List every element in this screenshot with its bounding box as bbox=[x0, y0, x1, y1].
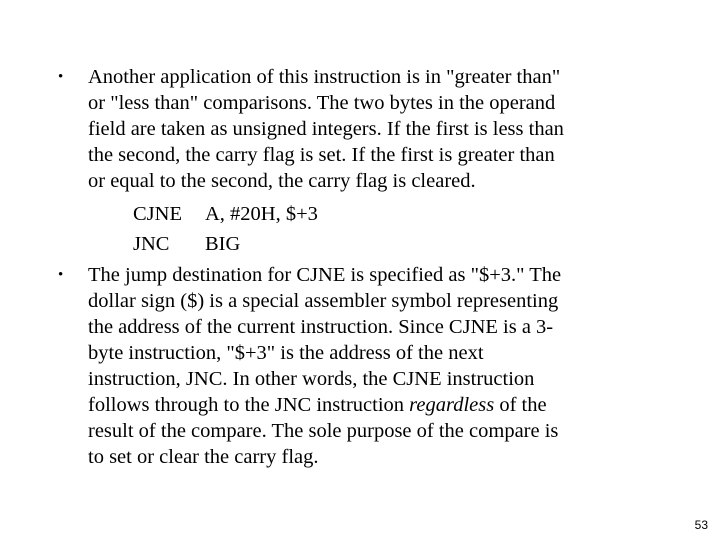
bullet-2-line-3: the address of the current instruction. Since CJNE is a 3- bbox=[88, 316, 554, 338]
bullet-2-line-1: The jump destination for CJNE is specified as "$+3." The bbox=[88, 264, 562, 286]
bullet-2-line-4: byte instruction, "$+3" is the address of the next bbox=[88, 342, 484, 364]
emphasis-regardless: regardless bbox=[409, 394, 495, 416]
bullet-1-line-4: the second, the carry flag is set. If the first is greater than bbox=[88, 144, 555, 166]
bullet-1-line-5: or equal to the second, the carry flag is cleared. bbox=[88, 170, 476, 192]
bullet-2-line-2: dollar sign ($) is a special assembler symbol representing bbox=[88, 290, 559, 312]
code-line-2-mnemonic: JNC bbox=[133, 233, 170, 255]
bullet-2-line-6-start: follows through to the JNC instruction bbox=[88, 394, 410, 416]
bullet-2-line-6 bbox=[88, 392, 547, 418]
bullet-2-marker: • bbox=[58, 267, 64, 283]
code-line-1-mnemonic: CJNE bbox=[133, 203, 182, 225]
bullet-2-line-7: result of the compare. The sole purpose of the compare is bbox=[88, 420, 559, 442]
bullet-1-line-2: or "less than" comparisons. The two bytes in the operand bbox=[88, 92, 556, 114]
code-line-1-operands: A, #20H, $+3 bbox=[205, 203, 318, 225]
bullet-2-line-8: to set or clear the carry flag. bbox=[88, 446, 319, 468]
code-line-2-operands: BIG bbox=[205, 233, 241, 255]
bullet-2-line-6-end: of the bbox=[494, 394, 547, 416]
bullet-1-line-3: field are taken as unsigned integers. If the first is less than bbox=[88, 118, 564, 140]
bullet-1-marker: • bbox=[58, 69, 64, 85]
bullet-1-line-1: Another application of this instruction is in "greater than" bbox=[88, 66, 561, 88]
page-number: 53 bbox=[694, 518, 708, 532]
bullet-2-line-5: instruction, JNC. In other words, the CJNE instruction bbox=[88, 368, 535, 390]
